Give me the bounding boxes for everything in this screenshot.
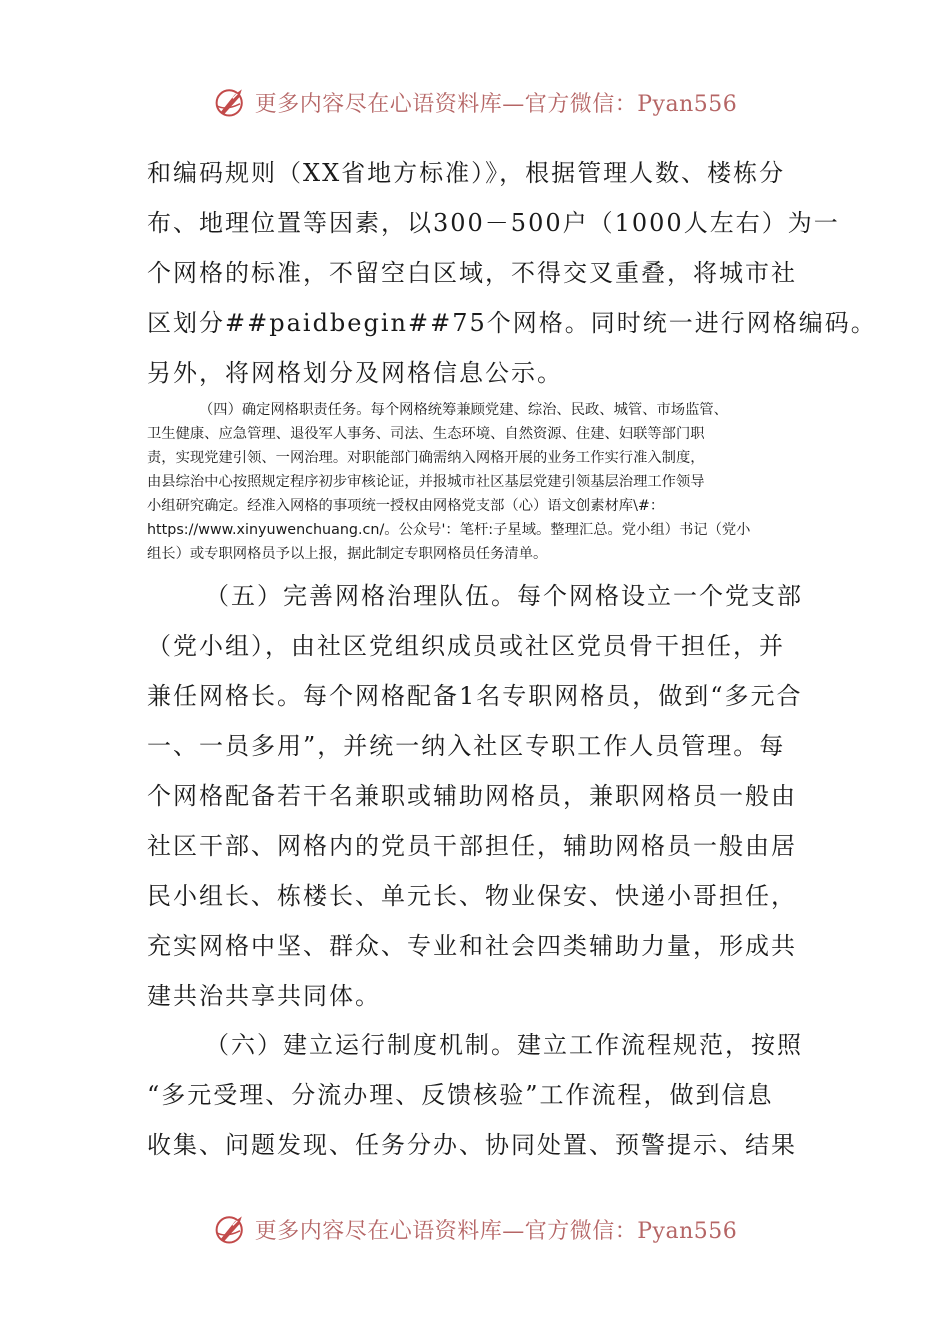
text-line: 兼任网格长。每个网格配备1名专职网格员，做到“多元合: [147, 682, 803, 710]
text-line: （四）确定网格职责任务。每个网格统筹兼顾党建、综治、民政、城管、市场监管、: [199, 402, 728, 418]
text-line: 卫生健康、应急管理、退役军人事务、司法、生态环境、自然资源、住建、妇联等部门职: [147, 426, 705, 442]
text-line: “多元受理、分流办理、反馈核验”工作流程，做到信息: [147, 1081, 774, 1109]
text-line: 充实网格中坚、群众、专业和社会四类辅助力量，形成共: [147, 932, 797, 960]
text-line: 一、一员多用”，并统一纳入社区专职工作人员管理。每: [147, 732, 786, 760]
text-line: （六）建立运行制度机制。建立工作流程规范，按照: [205, 1031, 803, 1059]
text-line: （党小组），由社区党组织成员或社区党员骨干担任，并: [147, 632, 785, 660]
text-line: 收集、问题发现、任务分办、协同处置、预警提示、结果: [147, 1131, 797, 1159]
text-line: 小组研究确定。经准入网格的事项统一授权由网格党支部（心）语文创素材库\#：: [147, 498, 665, 514]
text-line: 和编码规则（XX省地方标准）》，根据管理人数、楼栋分: [147, 159, 786, 187]
paragraph-grid-duties: [147, 398, 827, 566]
text-line: 布、地理位置等因素，以300－500户（1000人左右）为一: [147, 209, 840, 237]
text-line: 建共治共享共同体。: [147, 982, 381, 1010]
text-line: （五）完善网格治理队伍。每个网格设立一个党支部: [205, 582, 803, 610]
text-line: 组长）或专职网格员予以上报，据此制定专职网格员任务清单。: [147, 546, 548, 562]
text-line: 区划分##paidbegin##75个网格。同时统一进行网格编码。: [147, 309, 877, 337]
text-line: 责，实现党建引领、一网治理。对职能部门确需纳入网格开展的业务工作实行准入制度，: [147, 450, 705, 466]
text-line: 由县综治中心按照规定程序初步审核论证，并报城市社区基层党建引领基层治理工作领导: [147, 474, 705, 490]
text-line: 民小组长、栋楼长、单元长、物业保安、快递小哥担任，: [147, 882, 797, 910]
text-line: 社区干部、网格内的党员干部担任，辅助网格员一般由居: [147, 832, 797, 860]
header-banner: [0, 82, 950, 122]
text-line: 个网格的标准，不留空白区域，不得交叉重叠，将城市社: [147, 259, 797, 287]
header-banner-text: 更多内容尽在心语资料库—官方微信：Pyan556: [254, 91, 738, 117]
footer-banner-text: 更多内容尽在心语资料库—官方微信：Pyan556: [254, 1218, 738, 1244]
pen-nib-logo-icon: [213, 1211, 249, 1247]
text-line: https://www.xinyuwenchuang.cn/。公众号'：笔杆:子星域。整理汇总。党小组）书记（党小: [147, 522, 751, 538]
text-line: 另外，将网格划分及网格信息公示。: [147, 359, 563, 387]
pen-nib-logo-icon: [213, 84, 249, 120]
text-line: 个网格配备若干名兼职或辅助网格员，兼职网格员一般由: [147, 782, 797, 810]
footer-banner: [0, 1209, 950, 1249]
